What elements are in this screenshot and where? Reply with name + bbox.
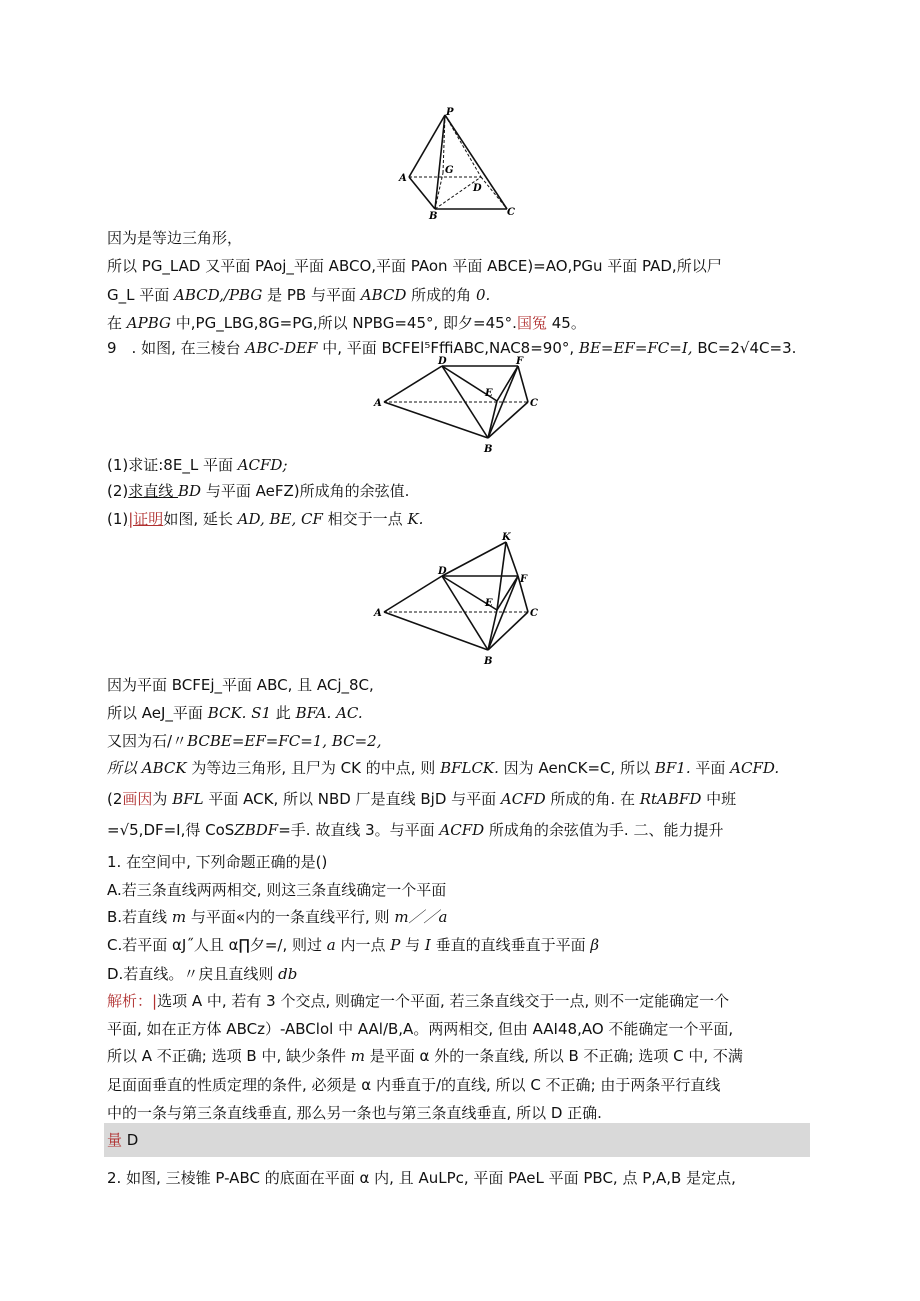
text-line-12: 所以 ABCK 为等边三角形, 且尸为 CK 的中点, 则 BFLCK. 因为 AenCK=C, 所以 BF1. 平面 ACFD. (107, 759, 780, 777)
text-line-8: (1)|证明如图, 延长 AD, BE, CF 相交于一点 K. (107, 510, 424, 528)
fig1-label-d: D (473, 183, 482, 194)
text-line-1: 因为是等边三角形， (107, 229, 243, 247)
fig2-label-c: C (530, 398, 538, 409)
fig2-label-f: F (516, 356, 524, 367)
answer-line: 量 D (107, 1131, 139, 1149)
analysis-tag: 解析：| (107, 992, 158, 1010)
fig2-label-b: B (484, 444, 493, 455)
fig1-label-g: G (445, 165, 454, 176)
text-line-10: 所以 AeJ_平面 BCK. S1 此 BFA. AC. (107, 704, 363, 722)
fig3-label-e: E (485, 598, 493, 609)
analysis-line-5: 中的一条与第三条直线垂直, 那么另一条也与第三条直线垂直, 所以 D 正确. (107, 1104, 602, 1122)
fig1-label-c: C (507, 207, 515, 218)
text-line-13: (2画因为 BFL 平面 ACK, 所以 NBD 厂是直线 BjD 与平面 ACFD 所成的角. 在 RtABFD 中班 (107, 790, 737, 808)
text-line-4: 在 APBG 中,PG_LBG,8G=PG,所以 NPBG=45°, 即夕=45°.国冤 45。 (107, 314, 586, 332)
fig3-label-b: B (484, 656, 493, 667)
fig3-label-c: C (530, 608, 538, 619)
fig1-label-b: B (429, 211, 438, 221)
fig3-label-f: F (520, 574, 528, 585)
analysis-line-1: 解析：|选项 A 中, 若有 3 个交点, 则确定一个平面, 若三条直线交于一点, 则不一定能确定一个 (107, 992, 730, 1010)
analysis-line-2: 平面, 如在正方体 ABCz）-ABClol 中 AAl/B,A。两两相交, 但由 AAI48,AO 不能确定一个平面, (107, 1020, 734, 1038)
option-d: D.若直线。〃戻且直线则 db (107, 965, 298, 983)
analysis-line-3: 所以 A 不正确; 选项 B 中, 缺少条件 m 是平面 α 外的一条直线, 所以 B 不正确; 选项 C 中, 不满 (107, 1047, 743, 1065)
question-1-stem: 1. 在空间中, 下列命题正确的是() (107, 853, 328, 871)
problem-9: 9 . 如图, 在三棱台 ABC-DEF 中, 平面 BCFEl⁵FffiABC,NAC8=90°, BE=EF=FC=I, BC=2√4C=3. (107, 339, 797, 357)
option-c: C.若平面 αJ˝人且 α∏夕=/, 则过 a 内一点 P 与 I 垂直的直线垂直于平面 β (107, 936, 600, 954)
fig2-label-e: E (485, 388, 493, 399)
text-line-7: (2)求直线 BD 与平面 AeFZ)所成角的余弦值. (107, 482, 410, 500)
answer-tag-2: 画因 (122, 790, 153, 808)
option-a: A.若三条直线两两相交, 则这三条直线确定一个平面 (107, 881, 447, 899)
fig1-label-p: P (446, 107, 454, 118)
text-line-6: (1)求证:8E_L 平面 ACFD; (107, 456, 288, 474)
text-line-2: 所以 PG_LAD 又平面 PAoj_平面 ABCO,平面 PAon 平面 ABCE)=AO,PGu 平面 PAD,所以尸 (107, 257, 722, 275)
fig2-label-d: D (438, 356, 447, 367)
text-line-3: G_L 平面 ABCD,/PBG 是 PB 与平面 ABCD 所成的角 0. (107, 286, 491, 304)
pyramid-figure (395, 103, 525, 221)
analysis-line-4: 足面面垂直的性质定理的条件, 必须是 α 内垂直于/的直线, 所以 C 不正确; 由于两条平行直线 (107, 1076, 721, 1094)
fig2-label-a: A (374, 398, 382, 409)
fig3-label-k: K (502, 532, 511, 543)
extended-frustum-figure (372, 530, 544, 670)
fig1-label-a: A (399, 173, 407, 184)
frustum-figure (372, 356, 544, 456)
text-line-14: =√5,DF=I,得 CoSZBDF=手. 故直线 3。与平面 ACFD 所成角的余弦值为手. 二、能力提升 (107, 821, 724, 839)
fig3-label-d: D (438, 566, 447, 577)
proof-tag: |证明 (128, 510, 164, 528)
text-line-9: 因为平面 BCFEj_平面 ABC, 且 ACj_8C, (107, 676, 374, 694)
fig3-label-a: A (374, 608, 382, 619)
option-b: B.若直线 m 与平面«内的一条直线平行, 则 m／／a (107, 908, 448, 926)
text-line-11: 又因为石/〃BCBE=EF=FC=1, BC=2, (107, 732, 382, 750)
question-2-stem: 2. 如图, 三棱锥 P-ABC 的底面在平面 α 内, 且 AuLPc, 平面 PAeL 平面 PBC, 点 P,A,B 是定点, (107, 1169, 736, 1187)
answer-tag: 国冤 (516, 314, 547, 332)
answer-label: 量 (107, 1131, 123, 1149)
